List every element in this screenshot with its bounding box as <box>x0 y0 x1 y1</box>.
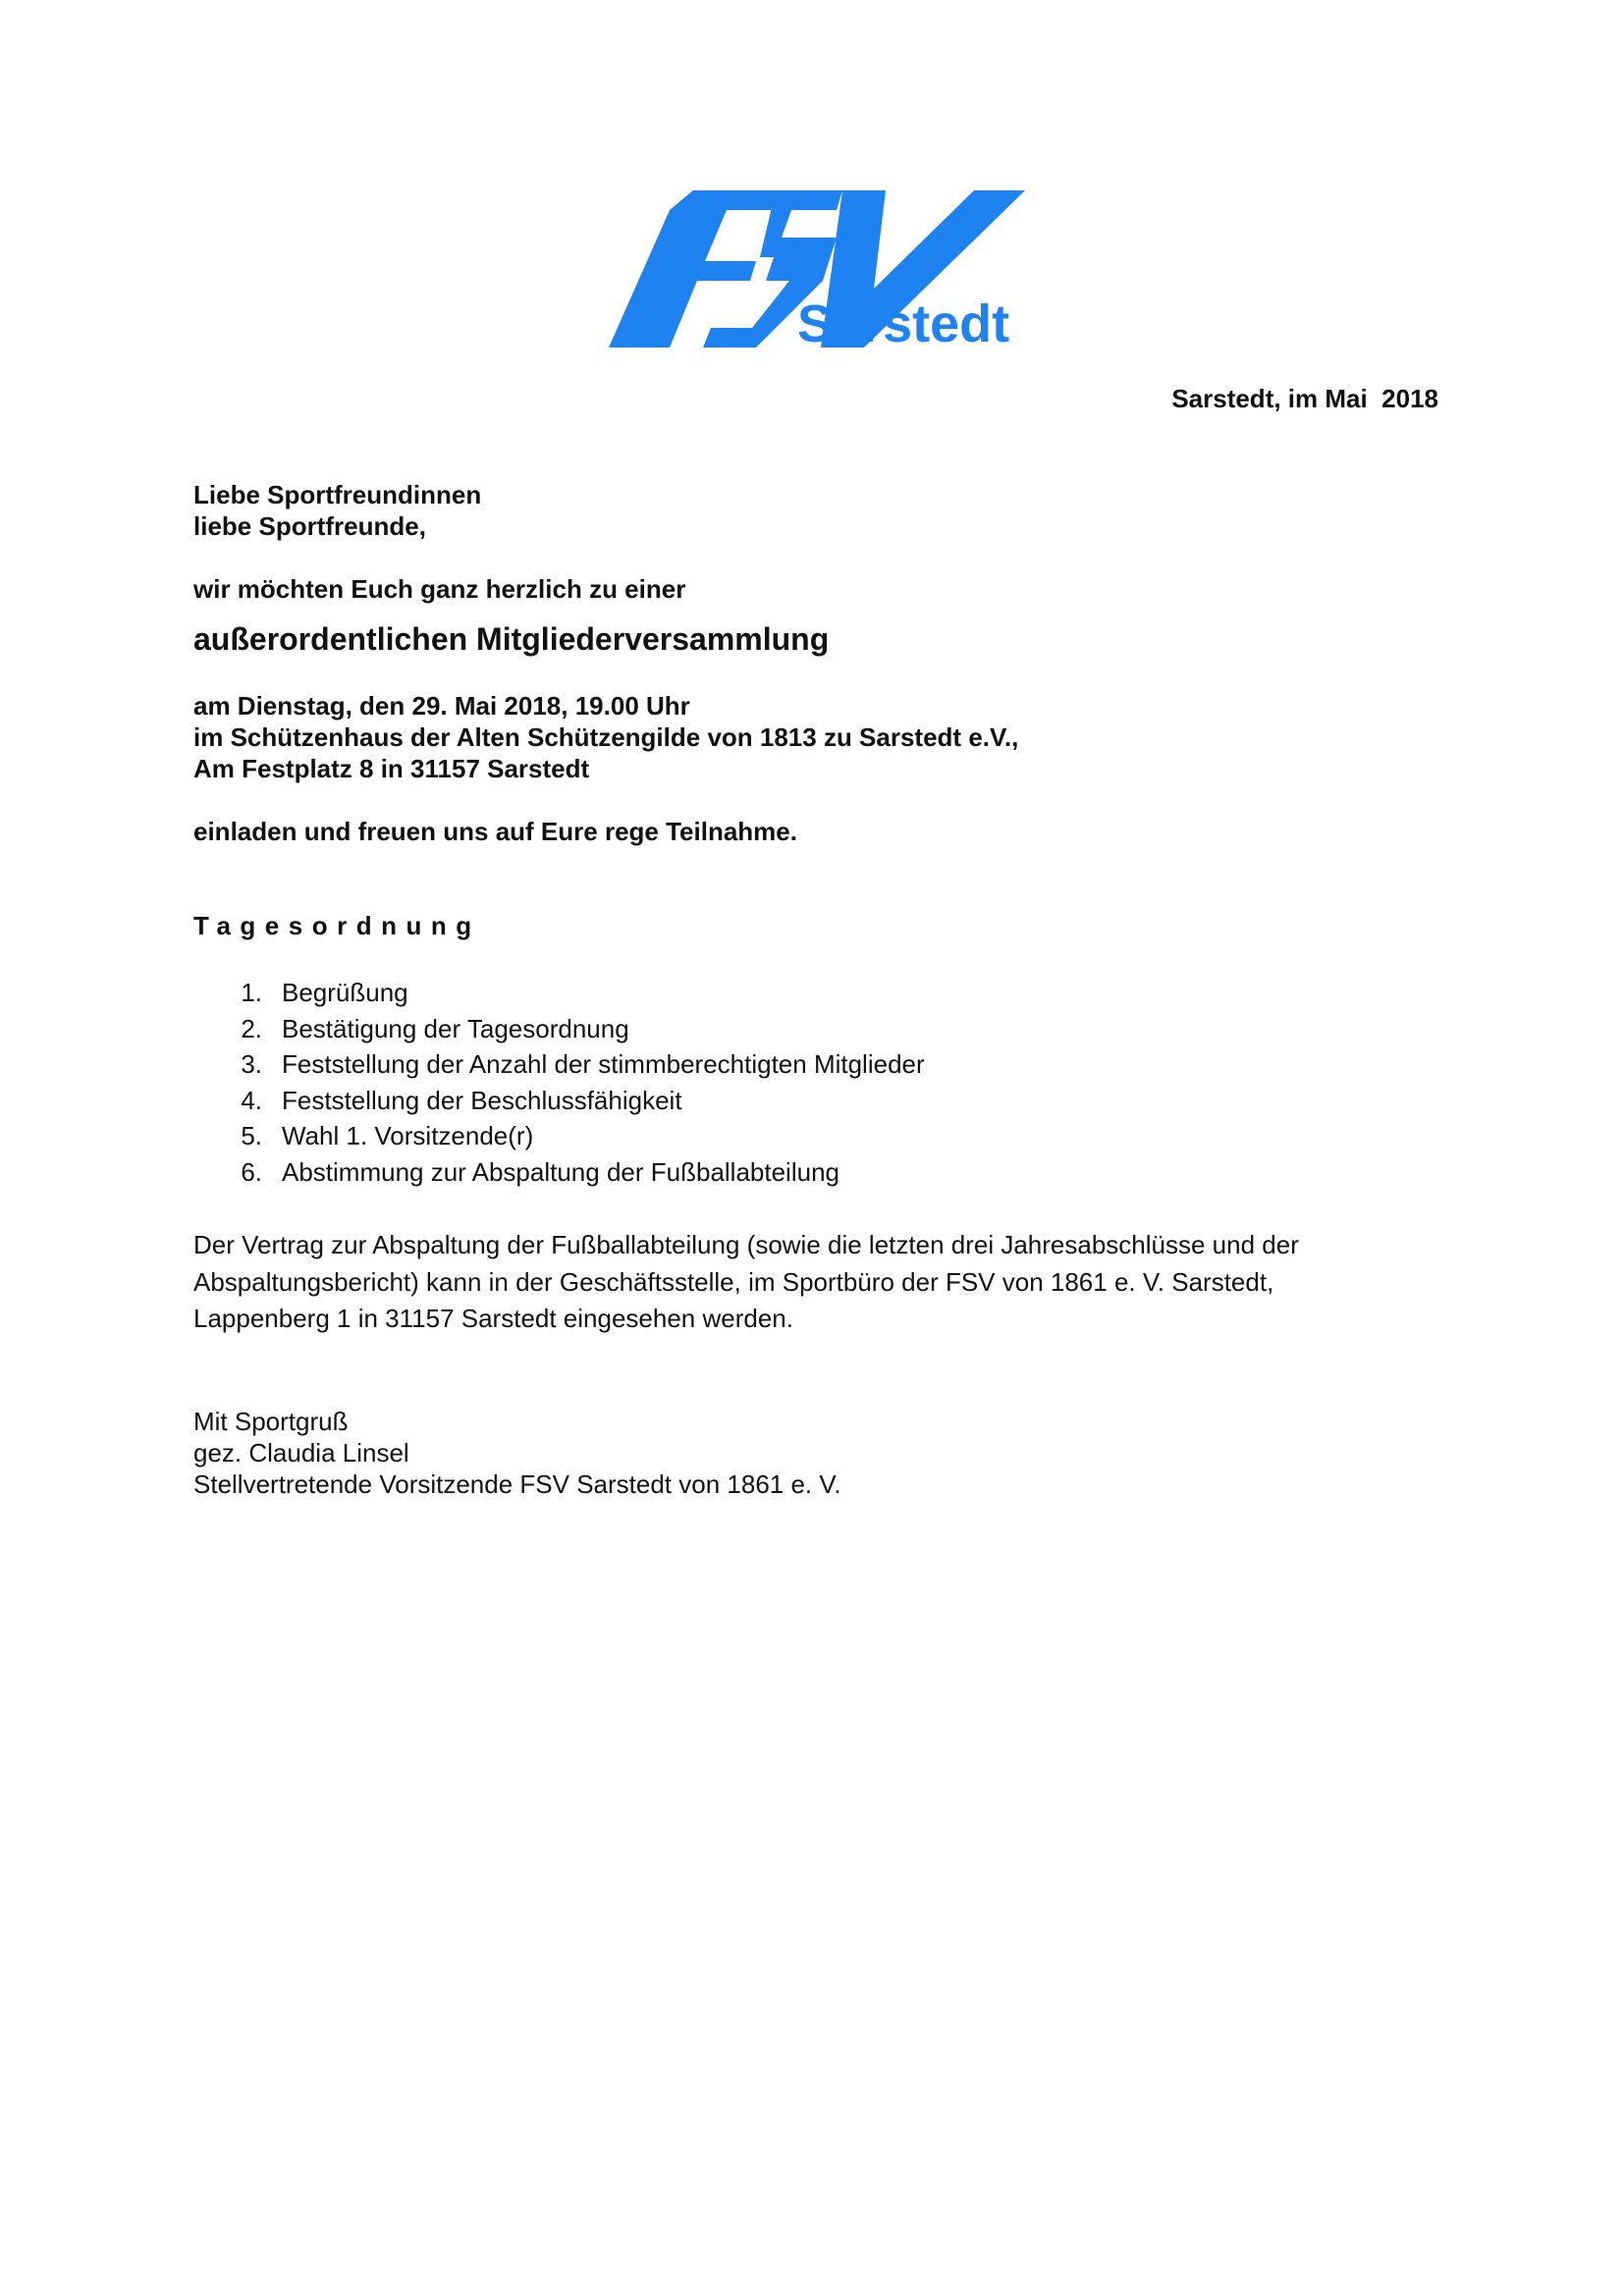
logo-wordmark: Sarstedt <box>797 294 1010 353</box>
agenda-item-number: 3. <box>241 1049 262 1079</box>
agenda-item-number: 6. <box>241 1156 262 1187</box>
salutation-line-2: liebe Sportfreunde, <box>193 511 426 541</box>
closing-greeting: Mit Sportgruß <box>193 1407 349 1436</box>
agenda-item-text: Abstimmung zur Abspaltung der Fußballabteilung <box>282 1156 839 1187</box>
agenda-item <box>193 1118 925 1154</box>
signature-name: gez. Claudia Linsel <box>193 1438 409 1468</box>
event-address: Am Festplatz 8 in 31157 Sarstedt <box>193 754 590 783</box>
agenda-item-text: Feststellung der Beschlussfähigkeit <box>282 1085 682 1115</box>
agenda-item <box>193 1154 925 1191</box>
agenda-item-text: Begrüßung <box>282 978 408 1007</box>
paragraph-line-1: Der Vertrag zur Abspaltung der Fußballabteilung (sowie die letzten drei Jahresabschlüsse und der <box>193 1230 1299 1259</box>
paragraph-line-2: Abspaltungsbericht) kann in der Geschäftsstelle, im Sportbüro der FSV von 1861 e. V. Sarstedt, <box>193 1266 1274 1297</box>
agenda-item-number: 1. <box>241 978 262 1007</box>
agenda-item <box>193 975 925 1011</box>
agenda-item-number: 4. <box>241 1085 262 1115</box>
date-line: Sarstedt, im Mai 2018 <box>1171 384 1438 413</box>
agenda-item <box>193 1011 925 1047</box>
contract-paragraph <box>193 1227 1440 1338</box>
agenda-item-text: Bestätigung der Tagesordnung <box>282 1013 629 1043</box>
agenda-list <box>193 975 925 1190</box>
agenda-item-number: 2. <box>241 1013 262 1043</box>
agenda-item-text: Feststellung der Anzahl der stimmberechtigten Mitglieder <box>282 1049 925 1079</box>
paragraph-line-3: Lappenberg 1 in 31157 Sarstedt eingesehen werden. <box>193 1304 793 1333</box>
event-venue: im Schützenhaus der Alten Schützengilde von 1813 zu Sarstedt e.V., <box>193 722 1019 752</box>
agenda-title: Tagesordnung <box>193 911 481 940</box>
agenda-item-number: 5. <box>241 1121 262 1150</box>
agenda-item-text: Wahl 1. Vorsitzende(r) <box>282 1121 534 1150</box>
intro-text: wir möchten Euch ganz herzlich zu einer <box>193 574 686 604</box>
salutation-line-1: Liebe Sportfreundinnen <box>193 480 482 509</box>
invite-close: einladen und freuen uns auf Eure rege Teilnahme. <box>193 817 797 846</box>
event-date: am Dienstag, den 29. Mai 2018, 19.00 Uhr <box>193 691 690 721</box>
signature-role: Stellvertretende Vorsitzende FSV Sarstedt von 1861 e. V. <box>193 1469 841 1499</box>
agenda-item <box>193 1046 925 1083</box>
meeting-heading: außerordentlichen Mitgliederversammlung <box>193 621 830 657</box>
agenda-item <box>193 1083 925 1119</box>
